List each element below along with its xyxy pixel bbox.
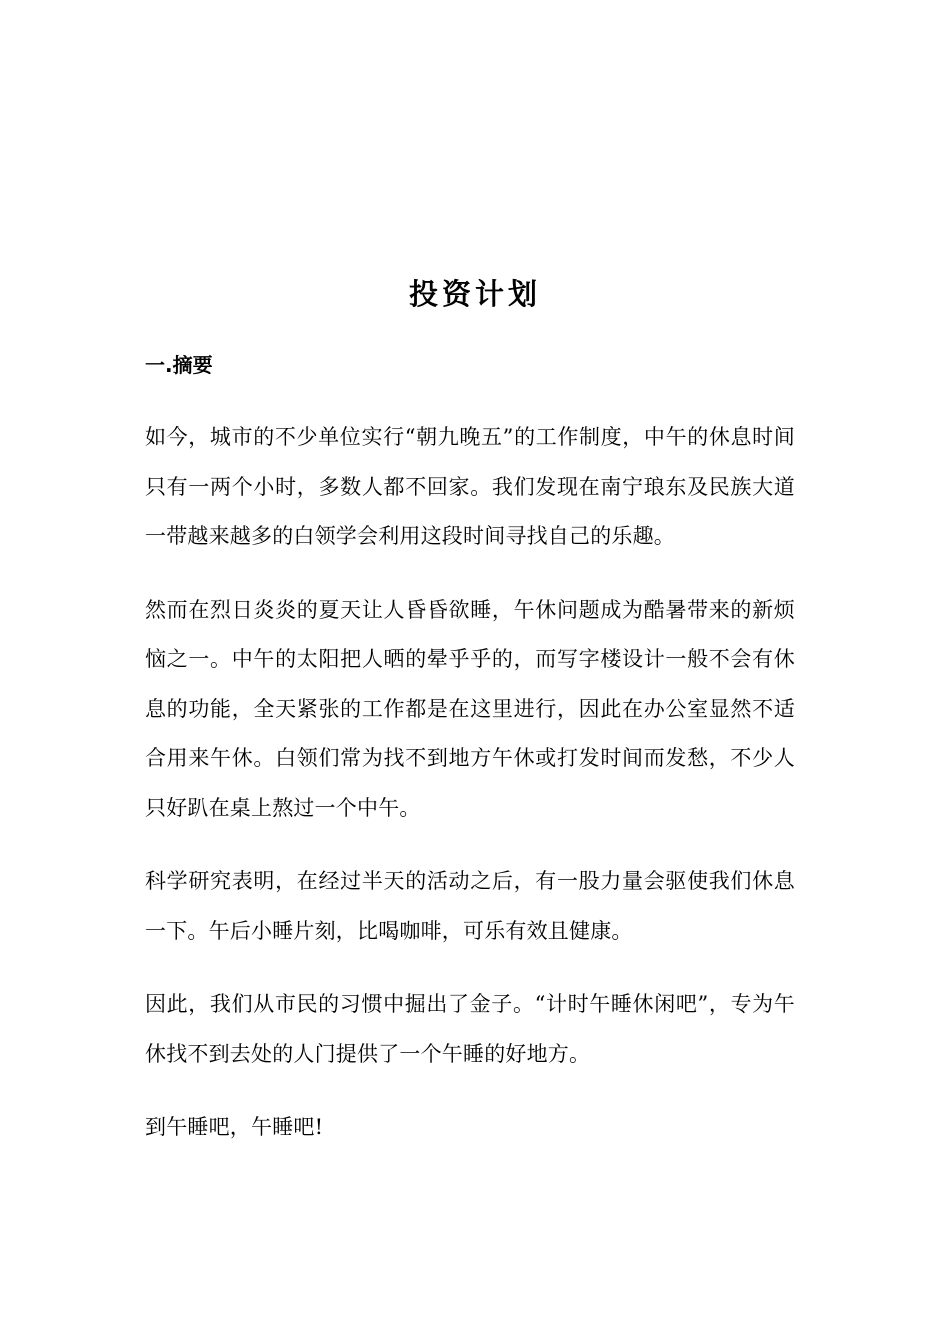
paragraph-solution: 因此，我们从市民的习惯中掘出了金子。“计时午睡休闲吧”，专为午休找不到去处的人门提供了一个午睡的好地方。 xyxy=(145,992,795,1066)
paragraph-slogan: 到午睡吧，午睡吧! xyxy=(145,1115,324,1139)
paragraph-research: 科学研究表明，在经过半天的活动之后，有一股力量会驱使我们休息一下。午后小睡片刻，比喝咖啡，可乐有效且健康。 xyxy=(145,869,795,943)
section-heading-summary: 一.摘要 xyxy=(145,353,213,377)
document-title: 投资计划 xyxy=(408,277,541,311)
paragraph-intro: 如今，城市的不少单位实行“朝九晚五”的工作制度，中午的休息时间只有一两个小时，多数人都不回家。我们发现在南宁琅东及民族大道一带越来越多的白领学会利用这段时间寻找自己的乐趣。 xyxy=(145,425,795,548)
document-body xyxy=(145,413,795,1177)
paragraph-problem: 然而在烈日炎炎的夏天让人昏昏欲睡，午休问题成为酷暑带来的新烦恼之一。中午的太阳把人晒的晕乎乎的，而写字楼设计一般不会有休息的功能，全天紧张的工作都是在这里进行，因此在办公室显然不适合用来午休。白领们常为找不到地方午休或打发时间而发愁，不少人只好趴在桌上熬过一个中午。 xyxy=(145,597,795,820)
